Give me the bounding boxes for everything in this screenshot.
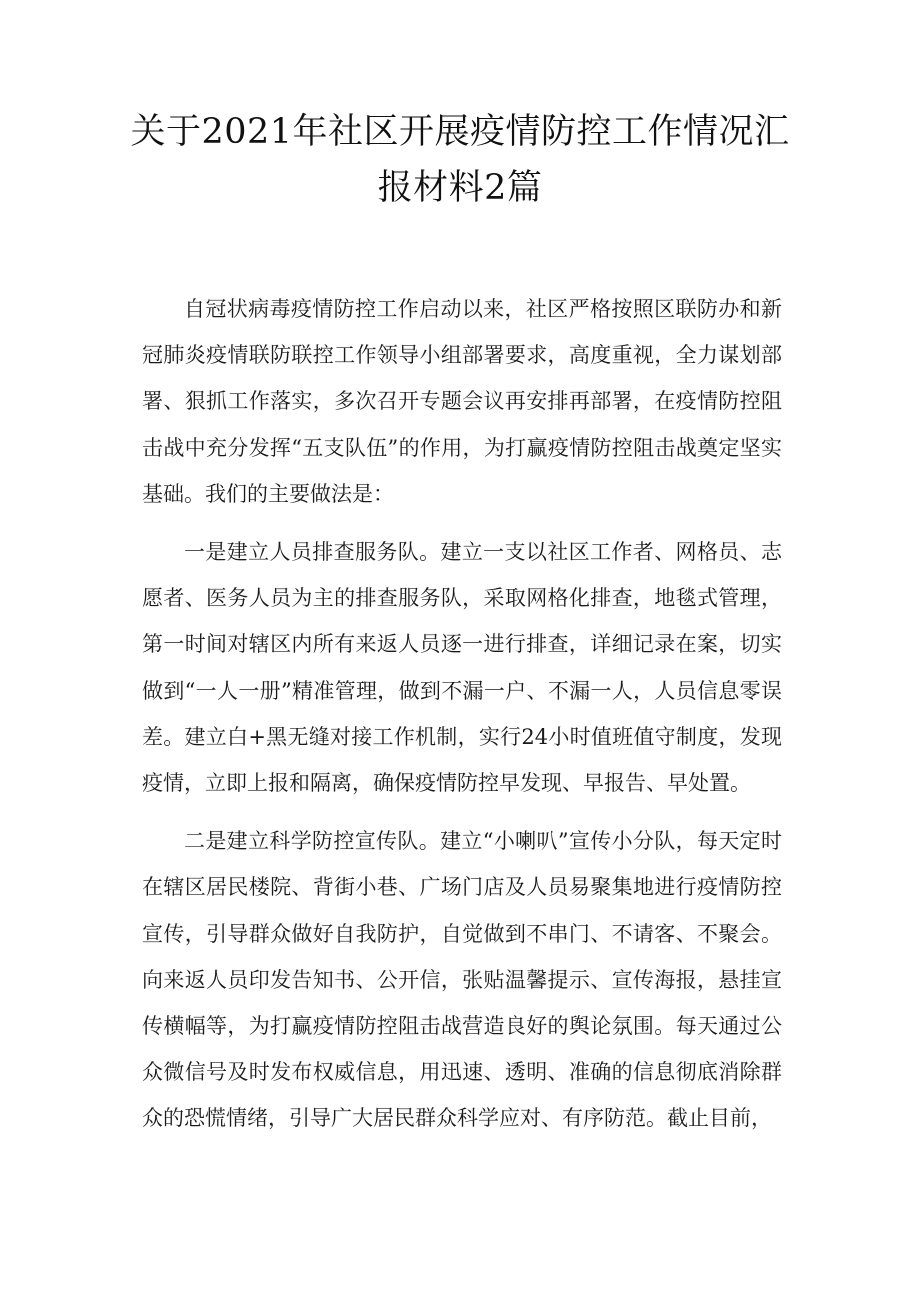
paragraph-publicity-team: 二是建立科学防控宣传队。建立“小喇叭”宣传小分队，每天定时在辖区居民楼院、背街小巷、广场门店及人员易聚集地进行疫情防控宣传，引导群众做好自我防护，自觉做到不串门、不请客、不聚会。向来返人员印发告知书、公开信，张贴温馨提示、宣传海报，悬挂宣传横幅等，为打赢疫情防控阻击战营造良好的舆论氛围。每天通过公众微信号及时发布权威信息，用迅速、透明、准确的信息彻底消除群众的恐慌情绪，引导广大居民群众科学应对、有序防范。截止目前， (142, 829, 782, 1131)
document-body (142, 286, 782, 1154)
paragraph-screening-team: 一是建立人员排查服务队。建立一支以社区工作者、网格员、志愿者、医务人员为主的排查服务队，采取网格化排查，地毯式管理，第一时间对辖区内所有来返人员逐一进行排查，详细记录在案，切实做到“一人一册”精准管理，做到不漏一户、不漏一人，人员信息零误差。建立白+黑无缝对接工作机制，实行24小时值班值守制度，发现疫情，立即上报和隔离，确保疫情防控早发现、早报告、早处置。 (142, 540, 782, 796)
document-title: 关于2021年社区开展疫情防控工作情况汇报材料2篇 (130, 112, 790, 208)
paragraph-intro: 自冠状病毒疫情防控工作启动以来，社区严格按照区联防办和新冠肺炎疫情联防联控工作领导小组部署要求，高度重视，全力谋划部署、狠抓工作落实，多次召开专题会议再安排再部署，在疫情防控阻击战中充分发挥“五支队伍”的作用，为打赢疫情防控阻击战奠定坚实基础。我们的主要做法是： (142, 297, 782, 506)
